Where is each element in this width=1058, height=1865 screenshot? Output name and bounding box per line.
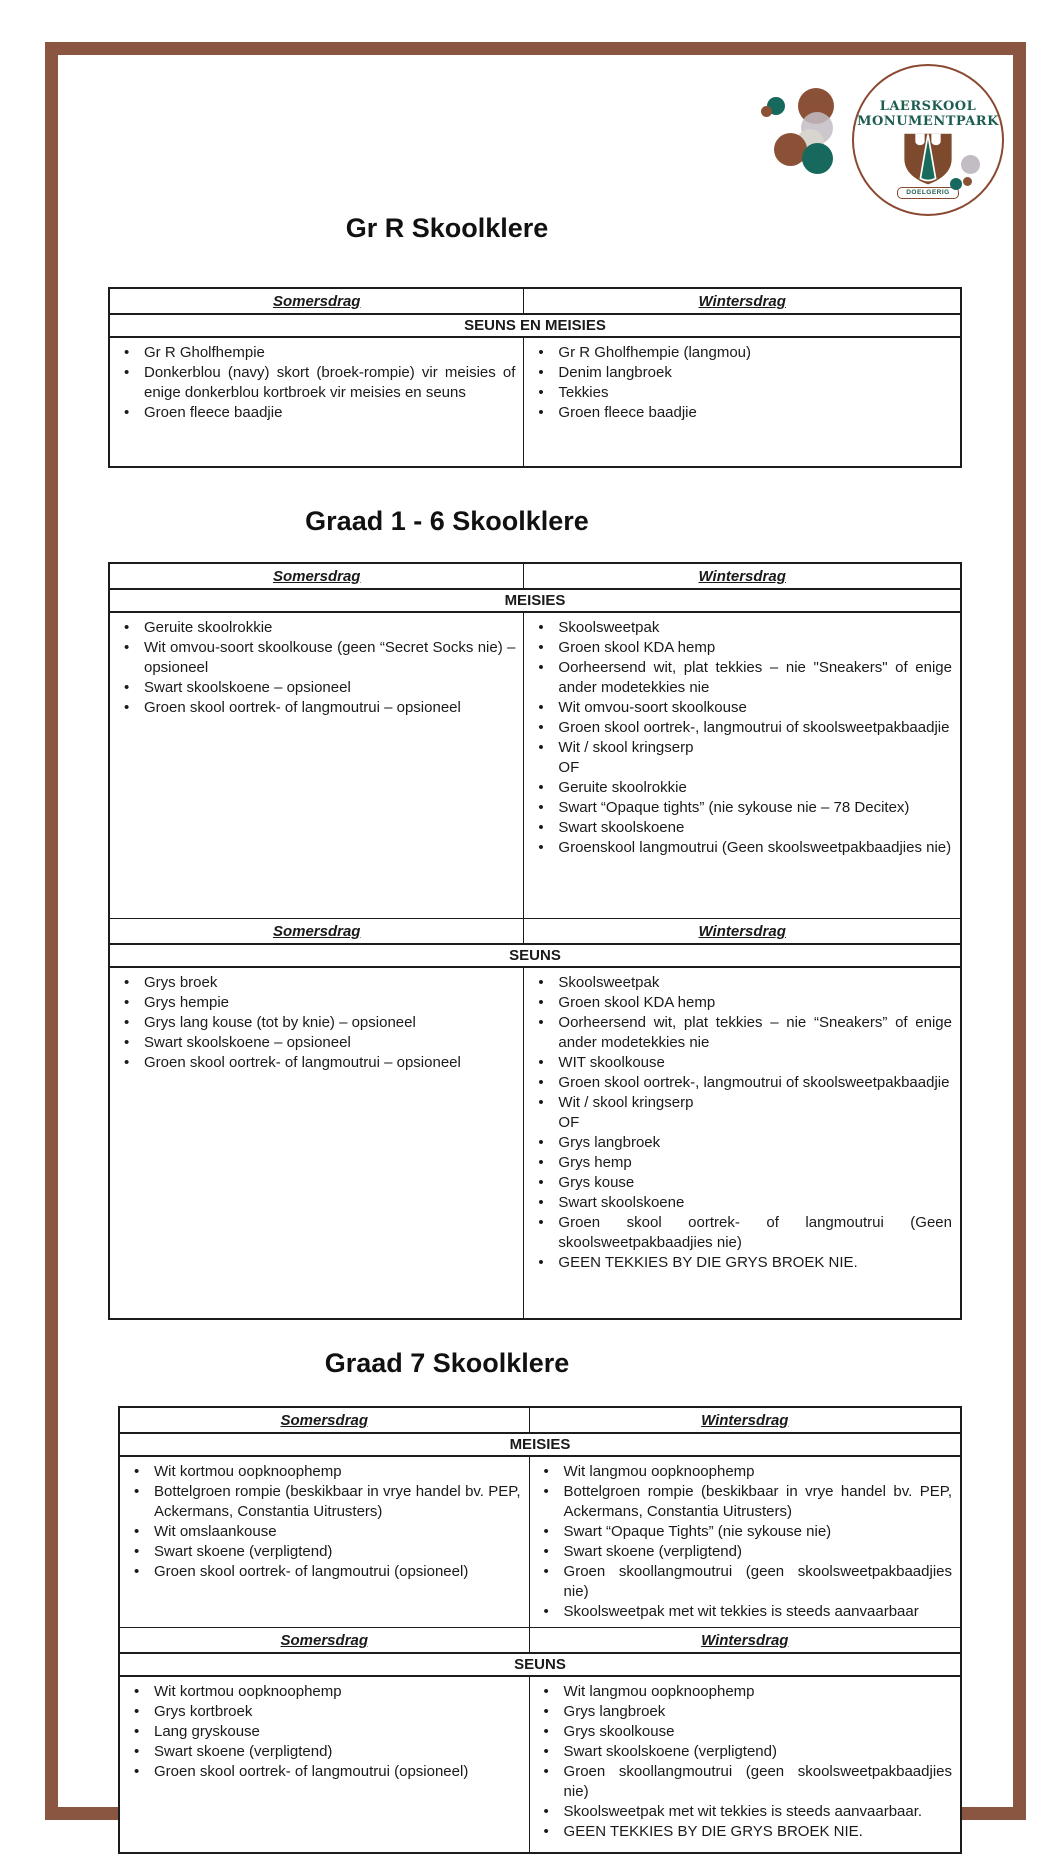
winter-cell [524,612,961,919]
table-body-row [119,1676,961,1853]
clothing-item: • Donkerblou (navy) skort (broek-rompie) vir meisies of enige donkerblou kortbroek vir meisies en seuns [114,363,515,403]
summer-items-list [114,973,515,1073]
clothing-item: • Groen skool oortrek- of langmoutrui (Geen skoolsweetpakbaadjies nie) [528,1213,952,1253]
clothing-item: • Skoolsweetpak [528,618,952,638]
clothing-item: • Grys kortbroek [124,1702,521,1722]
clothing-item: • Geruite skoolrokkie [528,778,952,798]
clothing-item: • Grys hemp [528,1153,952,1173]
winter-cell [524,337,961,467]
table-header-row [119,1407,961,1433]
group-label-meisies: MEISIES [109,589,961,612]
clothing-item: • Swart skoolskoene – opsioneel [114,1033,515,1053]
table-header-row [109,563,961,589]
section-title-graad-7: Graad 7 Skoolklere [324,1348,570,1378]
group-label-row [119,1653,961,1676]
column-header-wintersdrag: Wintersdrag [524,563,961,589]
clothing-item: • Groen fleece baadjie [114,403,515,423]
clothing-item: • Swart skoolskoene – opsioneel [114,678,515,698]
clothing-item: • Swart “Opaque tights” (nie sykouse nie – 78 Decitex) [528,798,952,818]
clothing-item: • Wit omvou-soort skoolkouse (geen “Secret Socks nie) – opsioneel [114,638,515,678]
clothing-item: • Swart “Opaque Tights” (nie sykouse nie) [534,1522,952,1542]
clothing-item: • Gr R Gholfhempie (langmou) [528,343,952,363]
table-body-row [109,337,961,467]
clothing-item: • Grys kouse [528,1173,952,1193]
clothing-item: • Wit kortmou oopknoophemp [124,1462,521,1482]
clothing-item: • Wit / skool kringserp [528,738,952,758]
school-badge [852,64,1004,216]
winter-cell [529,1676,961,1853]
group-label-meisies: MEISIES [119,1433,961,1456]
clothing-item: • Bottelgroen rompie (beskikbaar in vrye handel bv. PEP, Ackermans, Constantia Uitrusters) [124,1482,521,1522]
clothing-item: • Groen skool oortrek-, langmoutrui of skoolsweetpakbaadjie [528,718,952,738]
clothing-item: • Groen skool oortrek- of langmoutrui (opsioneel) [124,1762,521,1782]
clothing-item: • Swart skoene (verpligtend) [534,1542,952,1562]
clothing-item: • Skoolsweetpak met wit tekkies is steeds aanvaarbaar. [534,1802,952,1822]
clothing-item: • Grys langbroek [528,1133,952,1153]
table-header-row [109,288,961,314]
group-label-seuns: SEUNS [109,944,961,967]
summer-cell [119,1456,529,1628]
clothing-item: • Swart skoene (verpligtend) [124,1542,521,1562]
clothing-item: • Gr R Gholfhempie [114,343,515,363]
school-name-line2: MONUMENTPARK [857,113,999,129]
clothing-item: • Wit omvou-soort skoolkouse [528,698,952,718]
clothing-item: • Grys broek [114,973,515,993]
summer-cell [119,1676,529,1853]
shield-crest-icon [902,132,954,186]
clothing-item: • Groen skool oortrek- of langmoutrui – opsioneel [114,698,515,718]
clothing-item: • GEEN TEKKIES BY DIE GRYS BROEK NIE. [528,1253,952,1273]
winter-items-list [528,973,952,1273]
table-body-row [119,1456,961,1628]
column-header-somersdrag: Somersdrag [119,1628,529,1654]
column-header-somersdrag: Somersdrag [109,919,524,945]
group-label-row [119,1433,961,1456]
clothing-item: • Grys lang kouse (tot by knie) – opsioneel [114,1013,515,1033]
summer-items-list [114,343,515,423]
group-label-row [109,589,961,612]
winter-items-list [528,618,952,858]
clothing-item: • Lang gryskouse [124,1722,521,1742]
clothing-item: • GEEN TEKKIES BY DIE GRYS BROEK NIE. [534,1822,952,1842]
column-header-somersdrag: Somersdrag [109,563,524,589]
document-body [59,55,1000,1854]
clothing-item: • Bottelgroen rompie (beskikbaar in vrye handel bv. PEP, Ackermans, Constantia Uitrusters) [534,1482,952,1522]
clothing-item: • Grys hempie [114,993,515,1013]
clothing-item: • Groen skool oortrek-, langmoutrui of skoolsweetpakbaadjie [528,1073,952,1093]
clothing-item: • Swart skoolskoene [528,818,952,838]
column-header-wintersdrag: Wintersdrag [529,1628,961,1654]
clothing-item: • Geruite skoolrokkie [114,618,515,638]
group-label-row [109,944,961,967]
clothing-item: • Tekkies [528,383,952,403]
group-label-seuns-en-meisies: SEUNS EN MEISIES [109,314,961,337]
summer-cell [109,967,524,1319]
clothing-item: • WIT skoolkouse [528,1053,952,1073]
clothing-item: • Wit langmou oopknoophemp [534,1682,952,1702]
graad-1-6-clothing-table [108,562,962,1320]
clothing-item: • Swart skoolskoene [528,1193,952,1213]
clothing-item: • Groen skoollangmoutrui (geen skoolsweetpakbaadjies nie) [534,1562,952,1602]
section-title-gr-r: Gr R Skoolklere [345,213,549,243]
winter-cell [524,967,961,1319]
logo-dot-gray-right [961,155,980,174]
section-title-graad-1-6: Graad 1 - 6 Skoolklere [305,506,589,536]
group-label-seuns: SEUNS [119,1653,961,1676]
school-motto-ribbon: DOELGERIG [897,187,959,199]
clothing-item: • Wit / skool kringserp [528,1093,952,1113]
clothing-item: • Grys langbroek [534,1702,952,1722]
summer-cell [109,337,524,467]
graad-7-clothing-table [118,1406,962,1854]
clothing-item: • Groenskool langmoutrui (Geen skoolsweetpakbaadjies nie) [528,838,952,858]
gr-r-clothing-table [108,287,962,468]
clothing-item: • Groen fleece baadjie [528,403,952,423]
table-header-row [119,1628,961,1654]
table-body-row [109,967,961,1319]
clothing-item: • Wit omslaankouse [124,1522,521,1542]
column-header-wintersdrag: Wintersdrag [529,1407,961,1433]
summer-cell [109,612,524,919]
group-label-row [109,314,961,337]
clothing-item: • Wit langmou oopknoophemp [534,1462,952,1482]
clothing-item: • Groen skool oortrek- of langmoutrui – opsioneel [114,1053,515,1073]
clothing-item: • Oorheersend wit, plat tekkies – nie "Sneakers" of enige ander modetekkies nie [528,658,952,698]
connector-line: OF [558,1114,580,1131]
column-header-wintersdrag: Wintersdrag [524,288,961,314]
clothing-item: • Swart skoolskoene (verpligtend) [534,1742,952,1762]
column-header-somersdrag: Somersdrag [119,1407,529,1433]
column-header-wintersdrag: Wintersdrag [524,919,961,945]
clothing-item: • Groen skoollangmoutrui (geen skoolsweetpakbaadjies nie) [534,1762,952,1802]
summer-items-list [124,1682,521,1782]
winter-items-list [534,1462,952,1622]
summer-items-list [124,1462,521,1582]
summer-items-list [114,618,515,718]
clothing-item: • Swart skoene (verpligtend) [124,1742,521,1762]
clothing-item: • Grys skoolkouse [534,1722,952,1742]
connector-line: OF [558,759,580,776]
clothing-item: • Oorheersend wit, plat tekkies – nie “Sneakers” of enige ander modetekkies nie [528,1013,952,1053]
winter-cell [529,1456,961,1628]
clothing-item: • Skoolsweetpak met wit tekkies is steeds aanvaarbaar [534,1602,952,1622]
winter-items-list [528,343,952,423]
clothing-item: • Wit kortmou oopknoophemp [124,1682,521,1702]
table-body-row [109,612,961,919]
clothing-item: • Groen skool KDA hemp [528,638,952,658]
table-header-row [109,919,961,945]
winter-items-list [534,1682,952,1842]
logo-dot-brown-right [963,177,972,186]
school-name-line1: LAERSKOOL [879,99,977,114]
logo-dot-teal-right [950,178,962,190]
clothing-item: • Groen skool KDA hemp [528,993,952,1013]
clothing-item: • Groen skool oortrek- of langmoutrui (opsioneel) [124,1562,521,1582]
clothing-item: • Skoolsweetpak [528,973,952,993]
column-header-somersdrag: Somersdrag [109,288,524,314]
clothing-item: • Denim langbroek [528,363,952,383]
